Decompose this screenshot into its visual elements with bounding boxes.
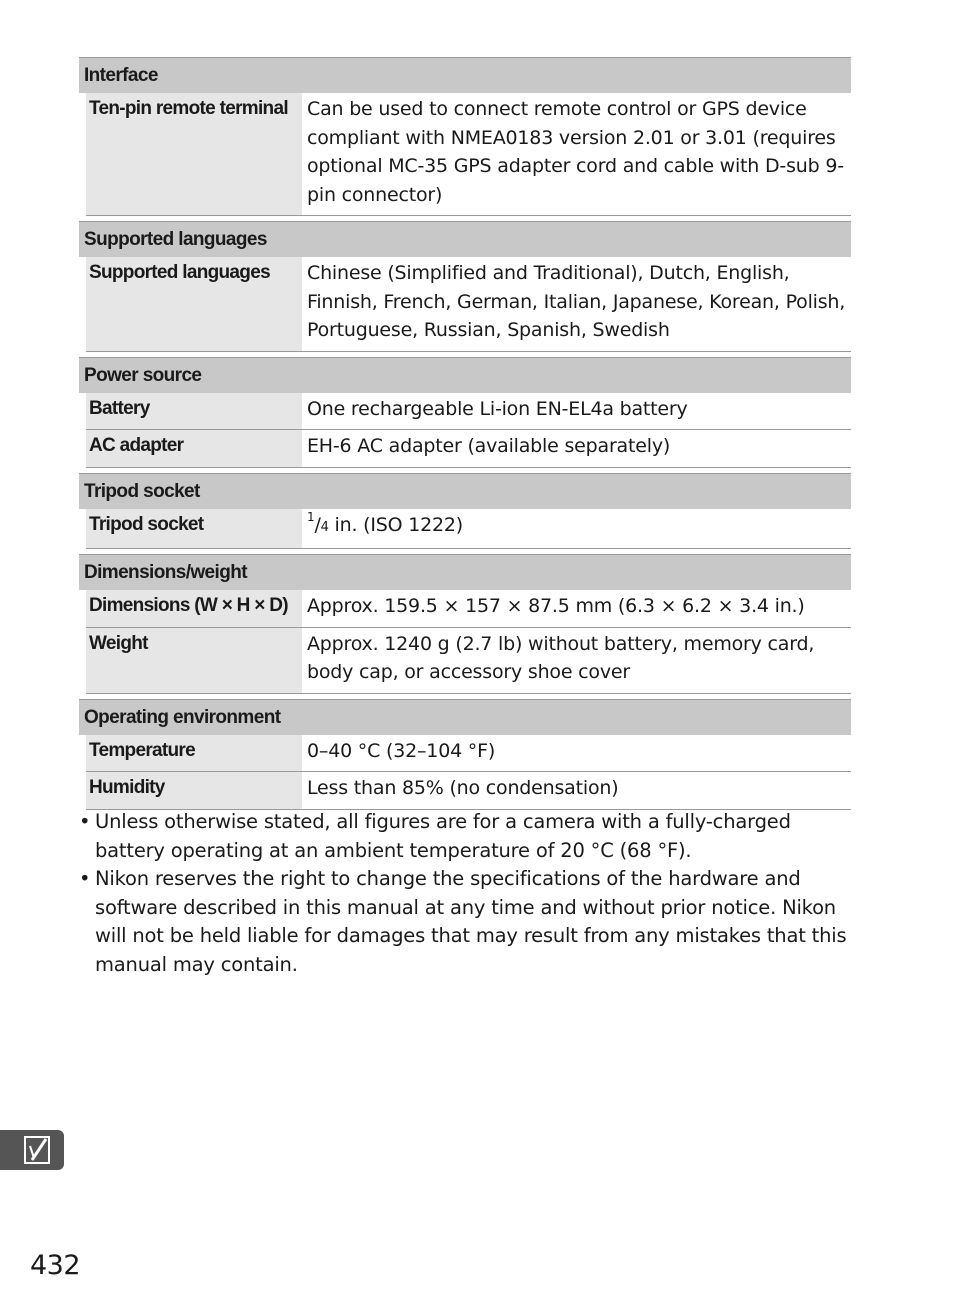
spec-value: EH-6 AC adapter (available separately) [307, 435, 671, 457]
spec-value: Chinese (Simplified and Traditional), Dutch, English, Finnish, French, German, Italian, Japanese, Korean, Polish, Portuguese, Russian, Spanish, Swedish [307, 262, 846, 341]
spec-value: Can be used to connect remote control or GPS device compliant with NMEA0183 version 2.01 or 3.01 (requires optional MC-35 GPS adapter cord and cable with D-sub 9-pin connector) [307, 98, 844, 206]
spec-value-text: in. (ISO 1222) [328, 513, 463, 536]
section-interface [79, 57, 851, 216]
spec-row [86, 509, 851, 550]
spec-label: Humidity [86, 772, 302, 809]
spec-label: Ten-pin remote terminal [86, 93, 302, 215]
page-number: 432 [30, 1250, 81, 1281]
fraction-denominator: 4 [320, 519, 329, 535]
bullet: • [79, 810, 91, 833]
technical-notes-icon [24, 1136, 52, 1164]
spec-row [86, 393, 851, 431]
spec-value: Approx. 1240 g (2.7 lb) without battery, memory card, body cap, or accessory shoe cover [307, 632, 815, 683]
spec-label: Temperature [86, 735, 302, 772]
section-operating-environment [79, 699, 851, 810]
section-dimensions-weight [79, 554, 851, 694]
section-tab [0, 1130, 64, 1170]
section-title: Power source [79, 357, 851, 393]
section-tripod-socket [79, 473, 851, 550]
spec-value: Less than 85% (no condensation) [307, 777, 619, 799]
spec-table [79, 57, 851, 815]
spec-label: Dimensions (W × H × D) [86, 590, 302, 627]
section-title: Tripod socket [79, 473, 851, 509]
footnotes [79, 808, 851, 980]
spec-row [86, 430, 851, 468]
section-title: Interface [79, 57, 851, 93]
spec-row [86, 257, 851, 352]
fraction-numerator: 1 [307, 509, 315, 524]
list-item [79, 865, 851, 979]
note-text: Nikon reserves the right to change the specifications of the hardware and software described in this manual at any time and without prior notice. Nikon will not be held liable for damages that may result from any mistakes that this manual may contain. [95, 867, 847, 976]
spec-row [86, 590, 851, 628]
section-title: Dimensions/weight [79, 554, 851, 590]
section-supported-languages [79, 221, 851, 352]
spec-label: Battery [86, 393, 302, 430]
bullet: • [79, 867, 91, 891]
spec-row [86, 735, 851, 773]
section-title: Supported languages [79, 221, 851, 257]
spec-value: One rechargeable Li-ion EN-EL4a battery [307, 397, 688, 420]
spec-label: Supported languages [86, 257, 302, 351]
spec-row [86, 772, 851, 810]
list-item [79, 808, 851, 865]
spec-value: Approx. 159.5 × 157 × 87.5 mm (6.3 × 6.2 × 3.4 in.) [307, 595, 805, 617]
spec-row [86, 93, 851, 216]
note-text: Unless otherwise stated, all figures are for a camera with a fully-charged battery operating at an ambient temperature of 20 °C (68 °F). [95, 810, 791, 862]
section-title: Operating environment [79, 699, 851, 735]
spec-row [86, 628, 851, 694]
spec-value: 0–40 °C (32–104 °F) [307, 739, 496, 762]
spec-value: $^1$/4 in. (ISO 1222) [307, 509, 463, 536]
spec-label: Tripod socket [86, 509, 302, 549]
section-power-source [79, 357, 851, 468]
spec-label: AC adapter [86, 430, 302, 467]
spec-label: Weight [86, 628, 302, 693]
